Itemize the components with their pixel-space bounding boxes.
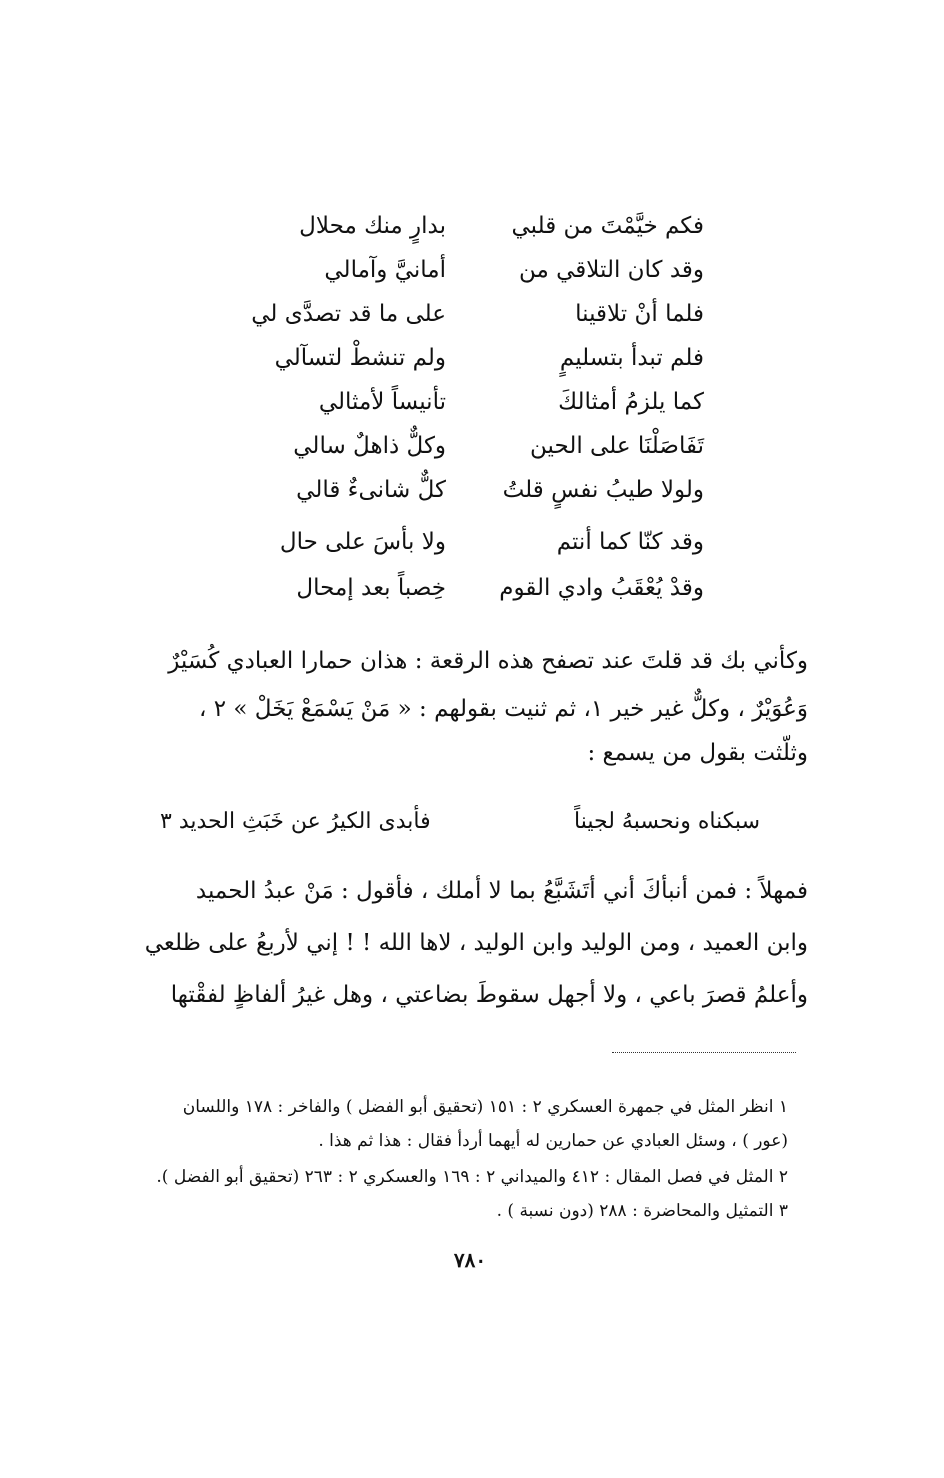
poem-verse	[236, 424, 704, 468]
verse-first-hemistich: وقد كان التلاقي من	[518, 257, 704, 283]
paragraph-line: فمهلاً : فمن أنبأكَ أني أتَشَبَّعُ بما لا أملك ، فأقول : مَنْ عبدُ الحميد	[195, 878, 808, 904]
footnote-line: ١ انظر المثل في جمهرة العسكري ٢ : ١٥١ (تحقيق أبو الفضل ) والفاخر : ١٧٨ واللسان	[182, 1097, 788, 1117]
verse-second-hemistich: ولم تنشطْ لتسآلي	[274, 345, 446, 371]
verse-second-hemistich: كلٌّ شانىءٌ قالي	[296, 477, 446, 503]
paragraph-line: وَعُوَيْرٌ ، وكلٌّ غير خير ١، ثم ثنيت بقولهم : « مَنْ يَسْمَعْ يَخَلْ » ٢ ،	[198, 696, 808, 722]
poem-verse	[236, 336, 704, 380]
verse-first-hemistich: وقد كنّا كما أنتم	[556, 529, 704, 555]
poem-verse	[236, 380, 704, 424]
footnote-line: (عور ) ، وسئل العبادي عن حمارين له أيهما أردأ فقال : هذا ثم هذا .	[318, 1131, 788, 1151]
poem-verse	[236, 292, 704, 336]
footnote-line: ٣ التمثيل والمحاضرة : ٢٨٨ (دون نسبة ) .	[496, 1201, 788, 1221]
footnote-line: ٢ المثل في فصل المقال : ٤١٢ والميداني ٢ : ١٦٩ والعسكري ٢ : ٢٦٣ (تحقيق أبو الفضل ).	[156, 1167, 788, 1187]
verse-first-hemistich: وقدْ يُعْقَبُ وادي القوم	[499, 575, 704, 601]
verse-second-hemistich: وكلٌّ ذاهلٌ سالي	[293, 433, 446, 459]
poem-verse	[236, 468, 704, 512]
verse-first-hemistich: كما يلزمُ أمثالكَ	[558, 389, 704, 415]
verse-second-hemistich: بدارٍ منك محلال	[299, 213, 446, 239]
quoted-verse-first-hemistich: سبكناه ونحسبهُ لجيناً	[574, 809, 760, 834]
verse-second-hemistich: أمانيَّ وآمالي	[324, 257, 446, 283]
quoted-verse	[160, 798, 760, 846]
poem-verse	[236, 204, 704, 248]
poem-verse	[236, 566, 704, 610]
footnote-separator	[612, 1052, 796, 1053]
paragraph-line: وثلّثت بقول من يسمع :	[587, 740, 808, 766]
verse-first-hemistich: فلم تبدأ بتسليمٍ	[559, 345, 704, 371]
verse-second-hemistich: تأنيساً لأمثالي	[318, 389, 446, 415]
paragraph-line: وأعلمُ قصرَ باعي ، ولا أجهل سقوطَ بضاعتي ، وهل غيرُ ألفاظٍ لفقْتها	[170, 982, 808, 1008]
poem-verse	[236, 248, 704, 292]
verse-first-hemistich: فكم خيَّمْتَ من قلبي	[511, 213, 704, 239]
verse-first-hemistich: ولولا طيبُ نفسٍ قلتُ	[502, 477, 704, 503]
verse-second-hemistich: ولا بأسَ على حال	[279, 529, 446, 555]
verse-first-hemistich: فلما أنْ تلاقينا	[575, 301, 704, 327]
paragraph-line: وابن العميد ، ومن الوليد وابن الوليد ، لاها الله ! ! إني لأربعُ على ظلعي	[144, 930, 808, 956]
verse-second-hemistich: خِصباً بعد إمحال	[296, 575, 446, 601]
poem-verse	[236, 520, 704, 564]
paragraph-line: وكأني بك قد قلتَ عند تصفح هذه الرقعة : هذان حمارا العبادي كُسَيْرٌ	[168, 648, 808, 674]
verse-second-hemistich: على ما قد تصدَّى لي	[251, 301, 446, 327]
quoted-verse-second-hemistich: فأبدى الكيرُ عن خَبَثِ الحديد ٣	[160, 809, 431, 834]
verse-first-hemistich: تَفَاصَلْنَا على الحين	[530, 433, 704, 459]
page-number: ٧٨٠	[453, 1248, 487, 1272]
